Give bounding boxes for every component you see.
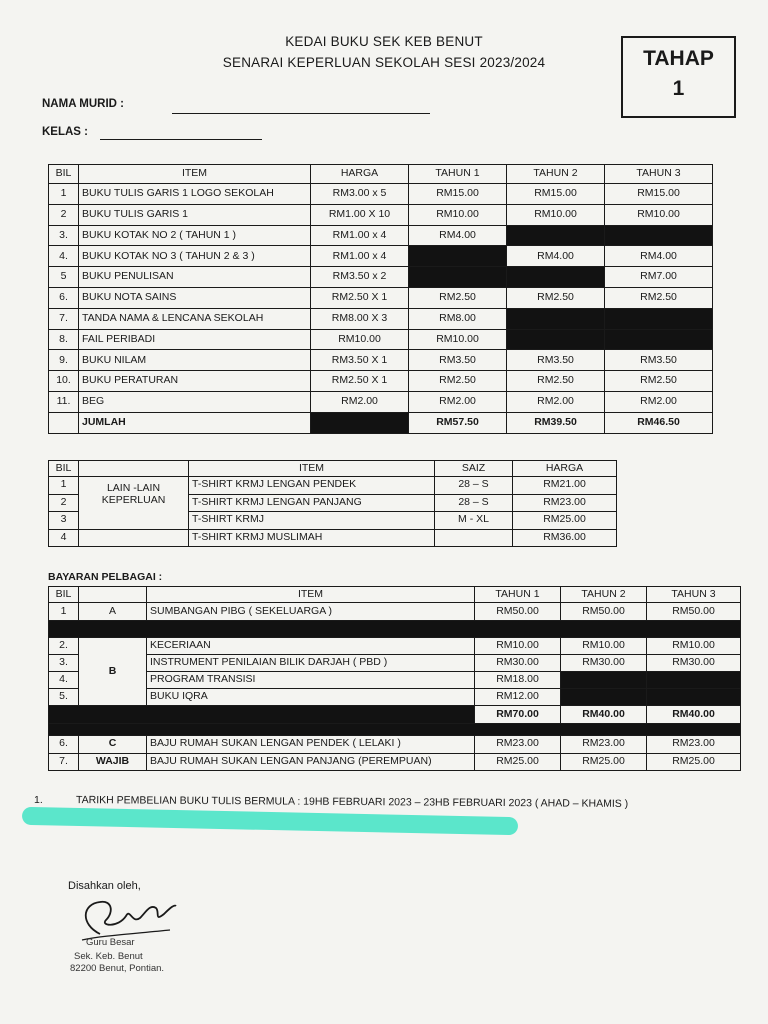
value-cell: RM30.00 [475, 655, 561, 672]
value-cell: RM2.50 X 1 [311, 371, 409, 392]
item-cell: BUKU TULIS GARIS 1 LOGO SEKOLAH [79, 184, 311, 205]
size-cell: 28 – S [435, 494, 513, 512]
value-cell: RM25.00 [475, 753, 561, 771]
signature-address: 82200 Benut, Pontian. [70, 963, 165, 974]
bil-cell: 4 [49, 529, 79, 547]
value-cell: RM3.50 x 2 [311, 267, 409, 288]
value-cell: RM15.00 [507, 184, 605, 205]
value-cell: RM2.00 [507, 391, 605, 412]
column-header: TAHUN 1 [475, 587, 561, 603]
value-cell: RM10.00 [311, 329, 409, 350]
item-cell: KECERIAAN [147, 638, 475, 655]
bil-cell: 6. [49, 736, 79, 754]
item-cell: TANDA NAMA & LENCANA SEKOLAH [79, 308, 311, 329]
blackout-cell [49, 621, 741, 638]
value-cell: RM30.00 [647, 655, 741, 672]
bil-cell: 7. [49, 753, 79, 771]
value-cell: RM2.50 X 1 [311, 287, 409, 308]
table-row [49, 736, 741, 754]
bil-cell: 2. [49, 638, 79, 655]
signature-title: Guru Besar [86, 937, 135, 948]
value-cell: RM25.00 [647, 753, 741, 771]
value-cell: RM12.00 [475, 689, 561, 706]
kelas-label: KELAS : [42, 126, 88, 138]
value-cell: RM1.00 X 10 [311, 204, 409, 225]
book-list-table [48, 164, 713, 434]
value-cell: RM10.00 [507, 204, 605, 225]
table-row [49, 246, 713, 267]
value-cell: 5 [49, 267, 79, 288]
item-cell: BUKU PENULISAN [79, 267, 311, 288]
table-row [49, 267, 713, 288]
bil-cell: 1 [49, 603, 79, 621]
value-cell: RM10.00 [605, 204, 713, 225]
value-cell [605, 308, 713, 329]
item-cell: BUKU NOTA SAINS [79, 287, 311, 308]
blackout-cell [49, 706, 475, 724]
total-cell: RM46.50 [605, 412, 713, 433]
total-cell [49, 412, 79, 433]
table-row [49, 638, 741, 655]
value-cell [605, 225, 713, 246]
table-header-row [49, 165, 713, 184]
highlighter-mark [22, 807, 518, 835]
note-number: 1. [34, 794, 43, 806]
value-cell: RM10.00 [475, 638, 561, 655]
value-cell: RM3.00 x 5 [311, 184, 409, 205]
table-row [49, 753, 741, 771]
value-cell: RM18.00 [475, 672, 561, 689]
group-label-cell: C [79, 736, 147, 754]
value-cell: 9. [49, 350, 79, 371]
item-cell: BAJU RUMAH SUKAN LENGAN PANJANG (PEREMPUAN) [147, 753, 475, 771]
value-cell: RM8.00 X 3 [311, 308, 409, 329]
column-header: SAIZ [435, 461, 513, 477]
item-cell: PROGRAM TRANSISI [147, 672, 475, 689]
value-cell: RM50.00 [475, 603, 561, 621]
subtotal-cell: RM70.00 [475, 706, 561, 724]
column-header: ITEM [147, 587, 475, 603]
value-cell [409, 246, 507, 267]
item-cell: T-SHIRT KRMJ LENGAN PANJANG [189, 494, 435, 512]
size-cell: 28 – S [435, 477, 513, 495]
column-header: ITEM [189, 461, 435, 477]
bil-cell: 4. [49, 672, 79, 689]
item-cell: T-SHIRT KRMJ LENGAN PENDEK [189, 477, 435, 495]
column-header: TAHUN 2 [507, 165, 605, 184]
table-row [49, 672, 741, 689]
payments-section-title: BAYARAN PELBAGAI : [48, 571, 163, 583]
note-text: TARIKH PEMBELIAN BUKU TULIS BERMULA : 19HB FEBRUARI 2023 – 23HB FEBRUARI 2023 ( AHAD – KHAMIS ) [75, 794, 629, 810]
table-header-row [49, 461, 617, 477]
table-row [49, 529, 617, 547]
column-header: HARGA [311, 165, 409, 184]
signature-school: Sek. Keb. Benut [74, 951, 143, 962]
value-cell: RM3.50 [409, 350, 507, 371]
value-cell: RM10.00 [409, 204, 507, 225]
item-cell: BUKU KOTAK NO 3 ( TAHUN 2 & 3 ) [79, 246, 311, 267]
value-cell: RM25.00 [561, 753, 647, 771]
item-cell: T-SHIRT KRMJ MUSLIMAH [189, 529, 435, 547]
value-cell: RM15.00 [409, 184, 507, 205]
value-cell: RM3.50 [605, 350, 713, 371]
group-label-cell: B [79, 638, 147, 706]
bil-cell: 5. [49, 689, 79, 706]
value-cell: RM4.00 [409, 225, 507, 246]
value-cell [561, 689, 647, 706]
table-row [49, 329, 713, 350]
value-cell: RM30.00 [561, 655, 647, 672]
value-cell: RM2.50 [605, 287, 713, 308]
column-header [79, 461, 189, 477]
empty-cell [79, 529, 189, 547]
bil-cell: 1 [49, 477, 79, 495]
bil-cell: 2 [49, 494, 79, 512]
table-row [49, 391, 713, 412]
group-label-cell: LAIN -LAIN KEPERLUAN [79, 477, 189, 530]
blackout-cell [49, 724, 741, 736]
other-needs-table [48, 460, 617, 547]
value-cell: RM8.00 [409, 308, 507, 329]
value-cell: 7. [49, 308, 79, 329]
size-cell: M - XL [435, 512, 513, 530]
column-header: TAHUN 2 [561, 587, 647, 603]
item-cell: INSTRUMENT PENILAIAN BILIK DARJAH ( PBD ) [147, 655, 475, 672]
value-cell: RM50.00 [561, 603, 647, 621]
value-cell [561, 672, 647, 689]
value-cell: RM1.00 x 4 [311, 225, 409, 246]
table-row [49, 204, 713, 225]
value-cell: RM2.50 [605, 371, 713, 392]
table-header-row [49, 587, 741, 603]
school-title: KEDAI BUKU SEK KEB BENUT [285, 34, 483, 49]
price-cell: RM36.00 [513, 529, 617, 547]
table-row [49, 371, 713, 392]
column-header: HARGA [513, 461, 617, 477]
value-cell: RM10.00 [647, 638, 741, 655]
value-cell [507, 267, 605, 288]
column-header: BIL [49, 587, 79, 603]
signature-label: Disahkan oleh, [68, 880, 141, 892]
value-cell: 6. [49, 287, 79, 308]
column-header: TAHUN 3 [647, 587, 741, 603]
item-cell: SUMBANGAN PIBG ( SEKELUARGA ) [147, 603, 475, 621]
price-cell: RM25.00 [513, 512, 617, 530]
value-cell: 1 [49, 184, 79, 205]
total-label: JUMLAH [79, 412, 311, 433]
value-cell: RM4.00 [605, 246, 713, 267]
item-cell: BUKU KOTAK NO 2 ( TAHUN 1 ) [79, 225, 311, 246]
table-row [49, 477, 617, 495]
value-cell: 8. [49, 329, 79, 350]
value-cell [409, 267, 507, 288]
separator-row [49, 724, 741, 736]
subtotal-cell: RM40.00 [561, 706, 647, 724]
item-cell: BUKU NILAM [79, 350, 311, 371]
value-cell: RM7.00 [605, 267, 713, 288]
value-cell [605, 329, 713, 350]
item-cell: FAIL PERIBADI [79, 329, 311, 350]
value-cell [507, 329, 605, 350]
value-cell: RM23.00 [475, 736, 561, 754]
total-cell: RM39.50 [507, 412, 605, 433]
separator-row [49, 621, 741, 638]
nama-murid-label: NAMA MURID : [42, 98, 124, 110]
table-row [49, 655, 741, 672]
value-cell: RM2.00 [409, 391, 507, 412]
total-row [49, 412, 713, 433]
value-cell: 10. [49, 371, 79, 392]
table-row [49, 225, 713, 246]
table-row [49, 308, 713, 329]
table-row [49, 287, 713, 308]
value-cell [647, 689, 741, 706]
value-cell: RM23.00 [647, 736, 741, 754]
tahap-number: 1 [672, 77, 685, 100]
value-cell: RM2.50 [507, 287, 605, 308]
table-row [49, 184, 713, 205]
column-header: TAHUN 1 [409, 165, 507, 184]
bil-cell: 3 [49, 512, 79, 530]
item-cell: BUKU PERATURAN [79, 371, 311, 392]
subtotal-row [49, 706, 741, 724]
price-cell: RM23.00 [513, 494, 617, 512]
value-cell: RM2.50 [507, 371, 605, 392]
group-label-cell: A [79, 603, 147, 621]
value-cell: RM2.50 [409, 287, 507, 308]
value-cell: RM3.50 [507, 350, 605, 371]
value-cell [507, 308, 605, 329]
value-cell: 11. [49, 391, 79, 412]
size-cell [435, 529, 513, 547]
column-header: BIL [49, 461, 79, 477]
bil-cell: 3. [49, 655, 79, 672]
list-title: SENARAI KEPERLUAN SEKOLAH SESI 2023/2024 [222, 55, 546, 70]
value-cell: RM2.00 [605, 391, 713, 412]
column-header: BIL [49, 165, 79, 184]
value-cell: RM10.00 [409, 329, 507, 350]
value-cell: 2 [49, 204, 79, 225]
tahap-label: TAHAP [643, 47, 714, 70]
item-cell: BEG [79, 391, 311, 412]
kelas-line [100, 138, 262, 140]
nama-murid-line [172, 112, 430, 114]
column-header: TAHUN 3 [605, 165, 713, 184]
value-cell: RM4.00 [507, 246, 605, 267]
item-cell: BUKU TULIS GARIS 1 [79, 204, 311, 225]
tahap-box [621, 36, 736, 118]
total-cell [311, 412, 409, 433]
value-cell [507, 225, 605, 246]
item-cell: T-SHIRT KRMJ [189, 512, 435, 530]
value-cell: 3. [49, 225, 79, 246]
value-cell: 4. [49, 246, 79, 267]
table-row [49, 603, 741, 621]
value-cell: RM3.50 X 1 [311, 350, 409, 371]
value-cell: RM2.50 [409, 371, 507, 392]
table-row [49, 689, 741, 706]
payments-table [48, 586, 741, 771]
table-row [49, 350, 713, 371]
value-cell: RM50.00 [647, 603, 741, 621]
column-header: ITEM [79, 165, 311, 184]
total-cell: RM57.50 [409, 412, 507, 433]
item-cell: BUKU IQRA [147, 689, 475, 706]
column-header [79, 587, 147, 603]
value-cell: RM2.00 [311, 391, 409, 412]
value-cell: RM1.00 x 4 [311, 246, 409, 267]
value-cell: RM15.00 [605, 184, 713, 205]
value-cell: RM23.00 [561, 736, 647, 754]
group-label-cell: WAJIB [79, 753, 147, 771]
value-cell: RM10.00 [561, 638, 647, 655]
item-cell: BAJU RUMAH SUKAN LENGAN PENDEK ( LELAKI ) [147, 736, 475, 754]
price-cell: RM21.00 [513, 477, 617, 495]
subtotal-cell: RM40.00 [647, 706, 741, 724]
value-cell [647, 672, 741, 689]
